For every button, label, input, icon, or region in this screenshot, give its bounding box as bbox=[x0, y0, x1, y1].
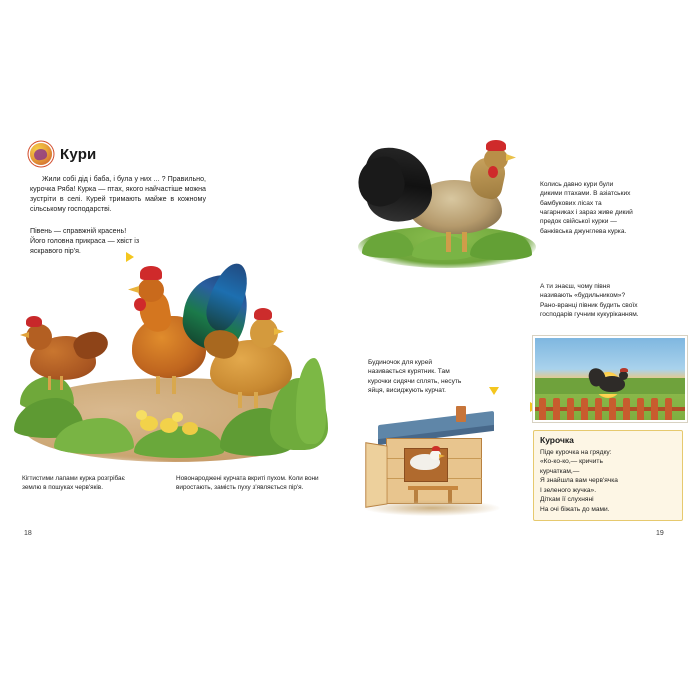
hen-right-beak-icon bbox=[274, 328, 284, 335]
right-page bbox=[350, 130, 700, 560]
page-number-left: 18 bbox=[24, 530, 32, 537]
chick-head bbox=[136, 410, 147, 420]
hen-right-leg bbox=[238, 392, 242, 408]
illustration-chicken-coop bbox=[360, 400, 520, 530]
fence-picket bbox=[651, 398, 658, 420]
chapter-heading bbox=[30, 143, 96, 165]
poem-box bbox=[533, 430, 683, 521]
fact-wild-ancestor-text: Колись давно кури були дикими птахами. В азіатських бамбукових лісах та чагарниках і зараз живе дикий предок свійської курки — банківська джунглева курка. bbox=[540, 181, 633, 235]
rooster-right-beak-icon bbox=[506, 154, 516, 161]
illustration-rooster-on-grass bbox=[358, 140, 536, 272]
hen-right-comb bbox=[254, 308, 272, 320]
rooster-wattle bbox=[134, 298, 146, 311]
hen-left-head bbox=[26, 324, 52, 350]
coop-ground-shadow bbox=[364, 500, 500, 516]
hen-left-leg bbox=[48, 376, 51, 390]
page-title: Кури bbox=[60, 145, 97, 163]
fact-alarm-clock-text: А ти знаєш, чому півня називають «будильником»? Рано-вранці півник будить своїх господарів гучним кукуріканням. bbox=[540, 283, 639, 319]
chick bbox=[182, 422, 198, 435]
left-page bbox=[0, 130, 350, 560]
fence-picket bbox=[637, 398, 644, 420]
fence-picket bbox=[595, 398, 602, 420]
grass-tuft bbox=[296, 358, 326, 444]
rooster-beak-icon bbox=[128, 286, 139, 293]
poem-line: Піде курочка на грядку: bbox=[540, 449, 612, 456]
hen-right-head bbox=[250, 318, 278, 348]
fence-picket bbox=[553, 398, 560, 420]
book-spread bbox=[0, 130, 700, 560]
hen-right-leg bbox=[254, 392, 258, 408]
fence-picket bbox=[609, 398, 616, 420]
hen-left-leg bbox=[60, 376, 63, 390]
rooster-note-text: Півень — справжній красень! Його головна прикраса — хвіст із яскравого пір'я. bbox=[30, 227, 140, 256]
poem-line: Я знайшла вам черв'ячка bbox=[540, 477, 618, 485]
poem-line: На очі біжать до мами. bbox=[540, 505, 610, 513]
rooster-right-leg bbox=[462, 232, 467, 252]
fence-picket bbox=[539, 398, 546, 420]
pointer-triangle-down-icon bbox=[489, 387, 499, 395]
fact-coop-text: Будиночок для курей називається курятник. Там курочки сидячи сплять, несуть яйця, висиджують курчат. bbox=[368, 359, 462, 395]
hen-left-comb bbox=[26, 316, 42, 327]
coop-door-open bbox=[365, 442, 387, 508]
coop-vent bbox=[456, 406, 466, 422]
photo-rooster-sunrise bbox=[533, 336, 687, 422]
poem-line: Діткам її слухняні bbox=[540, 496, 594, 504]
fence-picket bbox=[665, 398, 672, 420]
poem-title: Курочка bbox=[540, 435, 574, 445]
intro-paragraph: Жили собі дід і баба, і була у них ... ? Правильно, курочка Ряба! Курка — птах, якого найчастіше можна зустріти в селі. Курей тримають майже в кожному сільському господарстві. bbox=[30, 175, 206, 214]
chick-head bbox=[172, 412, 183, 422]
rooster-right-leg bbox=[446, 232, 451, 252]
fence-picket bbox=[581, 398, 588, 420]
fence-picket bbox=[623, 398, 630, 420]
coop-hen-comb bbox=[432, 446, 440, 451]
poem-line: курчаткам,— bbox=[540, 467, 580, 475]
page-number-right: 19 bbox=[656, 530, 664, 537]
rooster-leg bbox=[172, 376, 176, 394]
caption-chicks: Новонароджені курчата вкриті пухом. Коли вони виростають, замість пуху з'являється пір'я. bbox=[176, 475, 319, 491]
sunrise-rooster-comb bbox=[620, 368, 628, 372]
chicken-badge-icon bbox=[30, 143, 52, 165]
illustration-hens-and-rooster bbox=[14, 258, 334, 470]
poem-line: І зеленого жучка». bbox=[540, 486, 597, 494]
rooster-right-wattle bbox=[488, 166, 498, 178]
rooster-leg bbox=[156, 376, 160, 394]
fence bbox=[535, 394, 685, 420]
hen-left-beak-icon bbox=[20, 332, 29, 338]
rooster-comb bbox=[140, 266, 162, 280]
fence-picket bbox=[567, 398, 574, 420]
caption-claws: Кігтистими лапами курка розгрібає землю в пошуках черв'яків. bbox=[22, 475, 125, 491]
rooster-right-comb bbox=[486, 140, 506, 151]
poem-line: «Ко-ко-ко,— кричить bbox=[540, 458, 603, 466]
sunrise-rooster-head bbox=[619, 371, 628, 380]
